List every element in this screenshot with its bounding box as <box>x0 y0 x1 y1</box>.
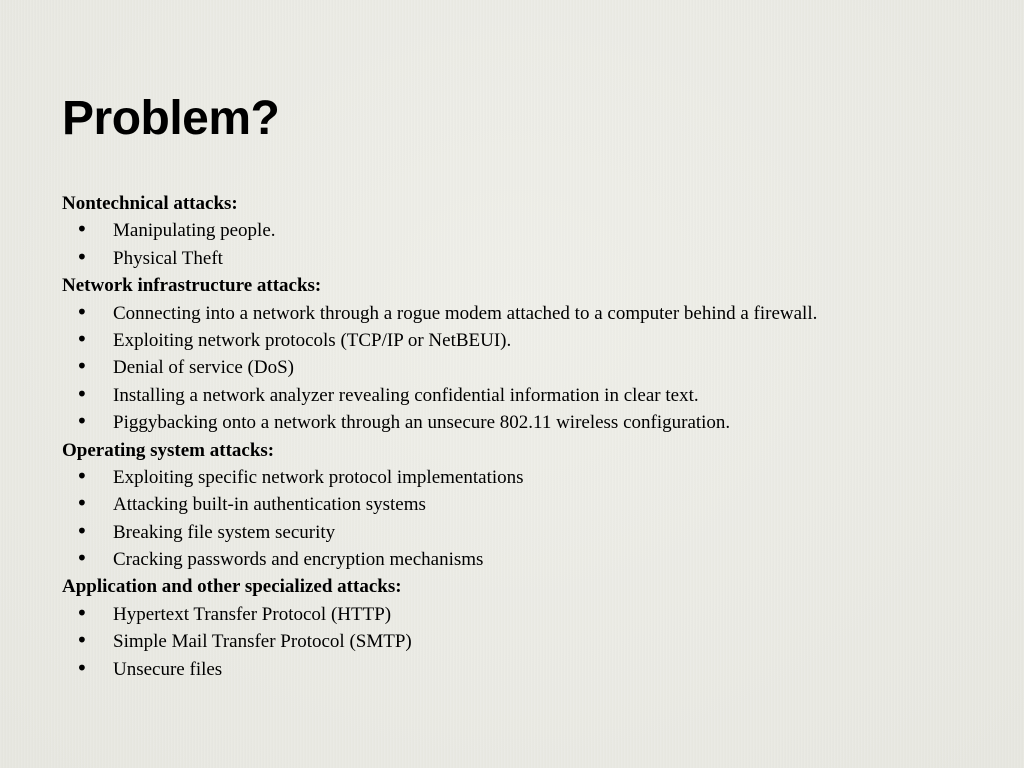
section-application <box>62 573 982 683</box>
bullet-text: Attacking built-in authentication systems <box>113 494 426 516</box>
bullet-icon: • <box>76 299 88 324</box>
bullet-icon: • <box>76 463 88 488</box>
bullet-text: Manipulating people. <box>113 220 276 242</box>
bullet-icon: • <box>76 518 88 543</box>
bullet-item <box>62 300 982 327</box>
bullet-text: Cracking passwords and encryption mechanisms <box>113 549 484 571</box>
bullet-text: Hypertext Transfer Protocol (HTTP) <box>113 603 392 625</box>
bullet-item <box>62 464 982 491</box>
bullet-icon: • <box>76 381 88 406</box>
section-heading: Operating system attacks: <box>62 439 275 461</box>
bullet-icon: • <box>76 491 88 516</box>
bullet-icon: • <box>76 217 88 242</box>
bullet-text: Piggybacking onto a network through an unsecure 802.11 wireless configuration. <box>113 412 731 434</box>
bullet-icon: • <box>76 546 88 571</box>
bullet-icon: • <box>76 354 88 379</box>
bullet-text: Simple Mail Transfer Protocol (SMTP) <box>113 631 412 653</box>
bullet-icon: • <box>76 326 88 351</box>
bullet-text: Connecting into a network through a rogue modem attached to a computer behind a firewall. <box>113 302 818 324</box>
bullet-item <box>62 217 982 244</box>
section-network-infrastructure <box>62 272 982 436</box>
bullet-item <box>62 382 982 409</box>
bullet-icon: • <box>76 628 88 653</box>
bullet-icon: • <box>76 655 88 680</box>
bullet-icon: • <box>76 409 88 434</box>
section-nontechnical <box>62 190 982 272</box>
section-heading: Network infrastructure attacks: <box>62 275 322 297</box>
bullet-text: Physical Theft <box>113 247 223 269</box>
slide-content <box>62 190 982 683</box>
section-heading: Application and other specialized attacks: <box>62 576 402 598</box>
bullet-item <box>62 601 982 628</box>
slide-title: Problem? <box>62 92 280 145</box>
bullet-item <box>62 491 982 518</box>
bullet-text: Exploiting specific network protocol implementations <box>113 466 524 488</box>
bullet-item <box>62 656 982 683</box>
bullet-text: Unsecure files <box>113 658 223 680</box>
bullet-item <box>62 327 982 354</box>
bullet-text: Denial of service (DoS) <box>113 357 294 379</box>
bullet-item <box>62 409 982 436</box>
bullet-item <box>62 354 982 381</box>
section-heading: Nontechnical attacks: <box>62 193 238 214</box>
section-operating-system <box>62 437 982 574</box>
bullet-text: Installing a network analyzer revealing confidential information in clear text. <box>113 384 699 406</box>
bullet-icon: • <box>76 244 88 269</box>
bullet-text: Exploiting network protocols (TCP/IP or NetBEUI). <box>113 329 512 351</box>
bullet-list <box>62 217 982 272</box>
bullet-item <box>62 245 982 272</box>
bullet-item <box>62 519 982 546</box>
bullet-list <box>62 464 982 574</box>
bullet-text: Breaking file system security <box>113 521 336 543</box>
bullet-list <box>62 300 982 437</box>
bullet-list <box>62 601 982 683</box>
bullet-item <box>62 546 982 573</box>
bullet-icon: • <box>76 600 88 625</box>
bullet-item <box>62 628 982 655</box>
